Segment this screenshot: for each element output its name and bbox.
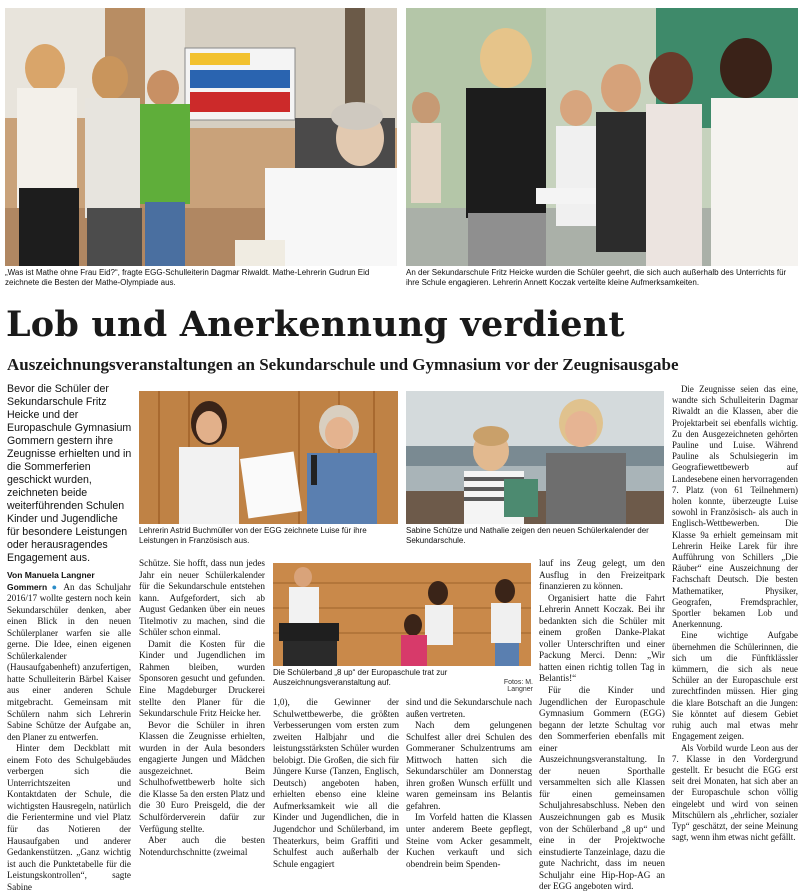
caption-school-band: Die Schülerband „8 up“ der Europaschule trat zur Auszeichnungsveranstaltung auf. bbox=[273, 668, 448, 687]
byline: Von Manuela Langner bbox=[7, 570, 95, 580]
photo-credit: Fotos: M. Langner bbox=[503, 679, 533, 693]
paragraph: Bevor die Schüler in ihren Klassen die Zeugnisse erhielten, wurden in der Aula besonders engagierte Jungen und Mädchen ausgezeichnet. Beim Schulhofwettbewerb holte sich die Klasse 5a den ersten Platz und die 30 Euro Preisgeld, die der Schulförderverein dafür zur Verfügung stellte. bbox=[139, 719, 265, 834]
paragraph: Organisiert hatte die Fahrt Lehrerin Annett Koczak. Bei ihr bedankten sich die Schüler mit einem großen Danke-Plakat voller Unterschriften und einer Packung Merci. Denn: „Wir hatten einen richtig tollen Tag in Belantis!“ bbox=[539, 592, 665, 684]
paragraph bbox=[7, 582, 131, 744]
photo-secondary-school-honors-image bbox=[406, 8, 798, 266]
column-6 bbox=[672, 384, 798, 843]
paragraph: Aber auch die besten Notendurchschnitte (zweimal bbox=[139, 835, 265, 857]
subheadline: Auszeichnungsveranstaltungen an Sekundarschule und Gymnasium vor der Zeugnisausgabe bbox=[7, 355, 679, 374]
column-1 bbox=[7, 570, 131, 893]
photo-school-band bbox=[273, 563, 531, 666]
caption-math-olympiad: „Was ist Mathe ohne Frau Eid?“, fragte EGG-Schulleiterin Dagmar Riwaldt. Mathe-Lehrerin Gudrun Eid zeichnete die Besten der Mathe-Olympiade aus. bbox=[5, 268, 370, 287]
photo-secondary-school-honors bbox=[406, 8, 798, 266]
dateline-dot-icon: ● bbox=[51, 581, 60, 592]
photo-math-olympiad-image bbox=[5, 8, 397, 266]
column-2 bbox=[139, 558, 265, 858]
paragraph: lauf ins Zeug gelegt, um den Ausflug in den Freizeitpark finanzieren zu können. bbox=[539, 558, 665, 592]
paragraph: Damit die Kosten für die Kinder und Jugendlichen im Rahmen bleiben, wurden Sponsoren gesucht und gefunden. Eine Magdeburger Druckerei stellte den Planer für die Sekundarschule Fritz Heicke her. bbox=[139, 638, 265, 719]
paragraph: sind und die Sekundarschule nach außen vertreten. bbox=[406, 697, 532, 719]
paragraph: Nach dem gelungenen Schulfest aller drei Schulen des Gommeraner Schulzentrums am Mittwoch hatten sich die Sekundarschüler am Donnerstag ihren großen Wunsch erfüllt und waren gemeinsam ins Belantis gefahren. bbox=[406, 720, 532, 811]
dateline: Gommern bbox=[7, 581, 48, 592]
paragraph: Die Zeugnisse seien das eine, wandte sich Schulleiterin Dagmar Riwaldt an die Klassen, aber die Projektarbeit sei ebenfalls wichtig. Zu den Ausgezeichneten gehörten Pauline und Luise. Während Pauline als Schulsiegerin im Geografiewettbewerb auf Landesebene einen hervorragenden 7. Platz (von 61 Teilnehmern) holen konnte, überzeugte Luise sowohl in Französisch- als auch in Englisch-Wettbewerben. Die Klasse 9a erhielt gemeinsam mit Lehrerin Heike Larek für ihre Aufführung von Schillers „Die Räuber“ eine Auszeichnung der Fachschaft Deutsch. Die besten Mathematiker, Physiker, Geografen, Fremdsprachler, Sportler bekamen Lob und Anerkennung. bbox=[672, 384, 798, 630]
paragraph: Als Vorbild wurde Leon aus der 7. Klasse in den Vordergrund gestellt. Er besucht die EGG erst seit drei Monaten, hat sich aber an der Europaschule schon völlig eingelebt und wird von seinen Mitschülern als „ehrlicher, sozialer Typ“ geschätzt, der seine Meinung sagt, wenn ihm etwas nicht gefällt. bbox=[672, 742, 798, 843]
caption-student-planner: Sabine Schütze und Nathalie zeigen den neuen Schülerkalender der Sekundarschule. bbox=[406, 526, 649, 545]
paragraph-text: An das Schuljahr 2016/17 wollte gestern noch kein Sekundarschüler denken, aber einen Blick in den neuen Schülerplaner warfen sie alle gerne. Die Idee, einen eigenen Schülerkalender (Hausaufgabenheft) anzufertigen, hatte Schulleiterin Bärbel Kaiser aus einer anderen Schule mitgebracht. Gemeinsam mit Schülern nahm sich Lehrerin Sabine Schütze der Aufgabe an, den Planer zu entwerfen. bbox=[7, 581, 132, 742]
paragraph: Im Vorfeld hatten die Klassen unter anderem Beete gepflegt, Steine vom Acker gesammelt, Kuchen verkauft und sich obendrein beim Spenden- bbox=[406, 812, 532, 869]
paragraph: Hinter dem Deckblatt mit einem Foto des Schulgebäudes verbergen sich die Unterrichtszeiten und Kontaktdaten der Schule, die wichtigsten Hausregeln, natürlich die Ferientermine und viel Platz für das Notieren der Hausaufgaben und anderer Gedankenstützen. „Ganz wichtig ist auch die Punktetabelle für die Leistungskontrollen“, sagte Sabine bbox=[7, 743, 131, 892]
paragraph: Schütze. Sie hofft, dass nun jedes Jahr ein neuer Schülerkalender für die Sekundarschule entstehen kann. Aufgefordert, sich ab August Gedanken über ein neues Titelmotiv zu machen, sind die Schüler schon einmal. bbox=[139, 558, 265, 638]
photo-student-planner-image bbox=[406, 391, 664, 524]
paragraph: 1,0), die Gewinner der Schulwettbewerbe, die größten Verbesserungen vom ersten zum zweiten Halbjahr und die leistungsstärksten Schüler wurden belobigt. Die Großen, die sich für Jüngere Kurse (Tanzen, Englisch, Deutsch) angeboten haben, erhielten ebenso eine kleine Aufmerksamkeit wie all die Kinder und Jugendlichen, die in Jugendchor und Schülerband, im Theaterkurs, beim Graffiti und Schulfest auch außerhalb der Schule engagiert bbox=[273, 697, 399, 869]
caption-secondary-school-honors: An der Sekundarschule Fritz Heicke wurden die Schüler geehrt, die sich auch außerhalb des Unterrichts für ihre Schule engagieren. Lehrerin Annett Koczak verteilte kleine Aufmerksamkeiten. bbox=[406, 268, 787, 287]
photo-student-planner bbox=[406, 391, 664, 524]
photo-math-olympiad bbox=[5, 8, 397, 266]
column-4 bbox=[406, 697, 532, 870]
column-3 bbox=[273, 697, 399, 870]
photo-french-award-image bbox=[139, 391, 398, 524]
headline: Lob und Anerkennung verdient bbox=[6, 304, 625, 345]
paragraph: Eine wichtige Aufgabe übernehmen die Schülerinnen, die sich um die Fünftklässler kümmern, die sich als neue Schüler an der Europaschule erst zurechtfinden müssen. Hier ging die klare Botschaft an die Jungen: Sie könntet auf diesem Gebiet ruhig auch mal etwas mehr Engagement zeigen. bbox=[672, 630, 798, 742]
paragraph: Für die Kinder und Jugendlichen der Europaschule Gymnasium Gommern (EGG) begann der letzte Schultag vor den Sommerferien ebenfalls mit einer Auszeichnungsveranstaltung. In der neuen Sporthalle versammelten sich alle Klassen für einen gemeinsamen Schuljahresabschluss. Neben den Auszeichnungen gab es Musik von der Schülerband „8 up“ und eine in der Projektwoche einstudierte Tanzeinlage, dazu die gute Nachricht, dass im neuen Schuljahr eine Hip-Hop-AG an der EGG angeboten wird. bbox=[539, 685, 665, 892]
caption-french-award: Lehrerin Astrid Buchmüller von der EGG zeichnete Luise für ihre Leistungen in Französisch aus. bbox=[139, 526, 367, 545]
photo-french-award bbox=[139, 391, 398, 524]
lead-paragraph: Bevor die Schüler der Sekundarschule Fritz Heicke und der Europaschule Gymnasium Gommern gestern ihre Zeugnisse erhielten und in die Sommerferien geschickt wurden, zeichneten beide weiterführenden Schulen Kinder und Jugendliche für besondere Leistungen oder herausragendes Engagement aus. bbox=[7, 383, 132, 564]
photo-school-band-image bbox=[273, 563, 531, 666]
column-5 bbox=[539, 558, 665, 893]
